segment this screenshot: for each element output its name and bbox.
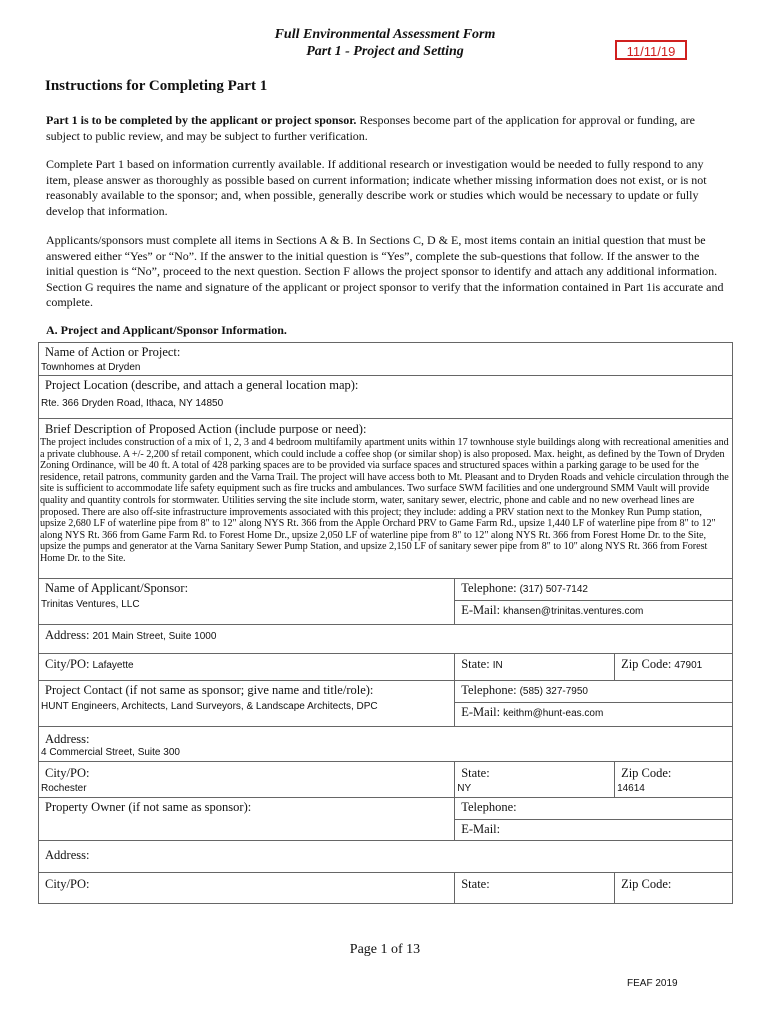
name-of-action-field[interactable]: Townhomes at Dryden (41, 362, 141, 373)
contact-city-label: City/PO: (45, 766, 90, 780)
applicant-state-label: State: (461, 657, 490, 671)
contact-email-label: E-Mail: (461, 705, 501, 719)
property-owner-cell[interactable] (39, 798, 455, 841)
owner-telephone-label: Telephone: (461, 800, 517, 814)
applicant-telephone-cell[interactable] (455, 579, 733, 601)
contact-address-cell[interactable] (39, 727, 733, 762)
name-of-action-cell[interactable] (39, 343, 733, 376)
project-contact-field[interactable]: HUNT Engineers, Architects, Land Surveyors, & Landscape Architects, DPC (41, 701, 378, 712)
applicant-address-label: Address: (45, 628, 90, 642)
applicant-email-label: E-Mail: (461, 603, 501, 617)
owner-state-label: State: (461, 877, 490, 891)
brief-description-cell[interactable] (39, 419, 733, 579)
owner-email-cell[interactable] (455, 820, 733, 841)
contact-state-field[interactable]: NY (457, 783, 472, 794)
applicant-zip-label: Zip Code: (621, 657, 672, 671)
applicant-telephone-field[interactable]: (317) 507-7142 (519, 584, 588, 595)
contact-email-cell[interactable] (455, 703, 733, 727)
applicant-zip-cell[interactable] (615, 654, 733, 681)
owner-city-cell[interactable] (39, 873, 455, 904)
owner-zip-cell[interactable] (615, 873, 733, 904)
project-location-field[interactable]: Rte. 366 Dryden Road, Ithaca, NY 14850 (41, 398, 224, 409)
applicant-address-field[interactable]: 201 Main Street, Suite 1000 (92, 631, 217, 642)
applicant-city-label: City/PO: (45, 657, 90, 671)
contact-state-label: State: (461, 766, 490, 780)
contact-zip-cell[interactable] (615, 762, 733, 798)
form-title: Full Environmental Assessment Form (274, 27, 496, 42)
applicant-city-field[interactable]: Lafayette (92, 660, 134, 671)
project-location-cell[interactable] (39, 376, 733, 419)
instructions-paragraph-1-bold: Part 1 is to be completed by the applicant or project sponsor. (46, 113, 357, 127)
project-contact-cell[interactable] (39, 681, 455, 727)
name-of-action-label: Name of Action or Project: (45, 345, 181, 359)
contact-address-label: Address: (45, 732, 90, 746)
owner-telephone-cell[interactable] (455, 798, 733, 820)
applicant-zip-field[interactable]: 47901 (674, 660, 703, 671)
contact-telephone-field[interactable]: (585) 327-7950 (519, 686, 588, 697)
owner-address-label: Address: (45, 848, 90, 862)
applicant-city-cell[interactable] (39, 654, 455, 681)
owner-email-label: E-Mail: (461, 822, 501, 836)
applicant-telephone-label: Telephone: (461, 581, 517, 595)
project-location-label: Project Location (describe, and attach a general location map): (45, 378, 359, 392)
contact-email-field[interactable]: keithm@hunt-eas.com (503, 708, 604, 719)
applicant-state-field[interactable]: IN (492, 660, 503, 671)
contact-city-cell[interactable] (39, 762, 455, 798)
contact-state-cell[interactable] (455, 762, 615, 798)
project-contact-label: Project Contact (if not same as sponsor; give name and title/role): (45, 683, 374, 697)
applicant-email-cell[interactable] (455, 601, 733, 625)
owner-city-label: City/PO: (45, 877, 90, 891)
brief-description-field[interactable]: The project includes construction of a mix of 1, 2, 3 and 4 bedroom multifamily apartment units within 17 townhouse style buildings along with recreational amenities and a private clubhouse. A +/- 2,200 sf retail component, which could include a coffee shop (or similar shop) is also proposed. Max. height, as defined by the Town of Dryden Zoning Ordinance, will be 40 ft. A total of 428 parking spaces are to be provided via surface spaces and structured spaces within a parking garage to be used for the residence, retail patrons, community garden and the Varna Trail. The project will have access both to Mt. Pleasant and to Dryden Roads and vehicle circulation through the site is sufficient to accommodate life safety equipment such as fire trucks and ambulances. Two surface SWM facilities and one underground SMM Vault will provide quality and quantity controls for stormwater. Utilities serving the site include storm, water, sanitary sewer, electric, phone and cable and no new overhead lines are proposed. There are also off-site infrastructure improvements associated with this project; they include: adding a PRV station next to the Monkey Run Pump station, upsize 2,680 LF of waterline pipe from 8" to 12" along NYS Rt. 366 from the Apple Orchard PRV to Game Farm Rd., upsize 1,440 LF of waterline pipe from 8" to 12" along NYS Rt. 366 from Game Farm Rd. to Forest Home Dr., upsize 2,050 LF of waterline pipe from 8" to 12" along NYS Rt. 366 from Forest Home Dr. to the Site, upsize the pumps and generator at the Varna Sanitary Sewer Pump Station, and upsize 2,150 LF of sanitary sewer pipe from 8" to 10" along NYS Rt. 366 from Forest Home Dr. to the Site. (40, 437, 729, 564)
contact-zip-label: Zip Code: (621, 766, 672, 780)
form-subtitle: Part 1 - Project and Setting (306, 44, 464, 59)
owner-state-cell[interactable] (455, 873, 615, 904)
instructions-paragraph-1-rest: Responses become part of the application for approval or funding, are subject to public review, and may be subject to further verification. (46, 113, 695, 143)
brief-description-label: Brief Description of Proposed Action (include purpose or need): (45, 422, 367, 436)
page-number: Page 1 of 13 (349, 942, 421, 957)
applicant-name-cell[interactable] (39, 579, 455, 625)
instructions-heading: Instructions for Completing Part 1 (45, 78, 268, 94)
owner-zip-label: Zip Code: (621, 877, 672, 891)
contact-city-field[interactable]: Rochester (41, 783, 87, 794)
contact-zip-field[interactable]: 14614 (617, 783, 645, 794)
instructions-paragraph-3: Applicants/sponsors must complete all items in Sections A & B. In Sections C, D & E, most items contain an initial question that must be answered either “Yes” or “No”. If the answer to the initial question is “Yes”, complete the sub-questions that follow. If the answer to the initial question is “No”, proceed to the next question. Section F allows the project sponsor to identify and attach any additional information. Section G requires the name and signature of the applicant or project sponsor to verify that the information contained in Part 1is accurate and complete. (46, 233, 724, 309)
applicant-name-field[interactable]: Trinitas Ventures, LLC (41, 599, 140, 610)
instructions-paragraph-1 (46, 113, 726, 144)
applicant-address-cell[interactable] (39, 625, 733, 654)
owner-address-cell[interactable] (39, 841, 733, 873)
instructions-paragraph-2: Complete Part 1 based on information currently available. If additional research or investigation would be needed to fully respond to any item, please answer as thoroughly as possible based on current information; indicate whether missing information does not exist, or is not reasonably available to the sponsor; and, when possible, generally describe work or studies which would be necessary to update or fully develop that information. (46, 157, 707, 218)
date-stamp: 11/11/19 (615, 40, 687, 60)
property-owner-label: Property Owner (if not same as sponsor): (45, 800, 252, 814)
applicant-email-field[interactable]: khansen@trinitas.ventures.com (503, 606, 644, 617)
applicant-state-cell[interactable] (455, 654, 615, 681)
contact-address-field[interactable]: 4 Commercial Street, Suite 300 (41, 747, 180, 758)
applicant-name-label: Name of Applicant/Sponsor: (45, 581, 189, 595)
project-info-form (38, 342, 733, 904)
contact-telephone-label: Telephone: (461, 683, 517, 697)
form-id: FEAF 2019 (627, 978, 678, 989)
contact-telephone-cell[interactable] (455, 681, 733, 703)
section-a-heading: A. Project and Applicant/Sponsor Information. (46, 323, 287, 337)
